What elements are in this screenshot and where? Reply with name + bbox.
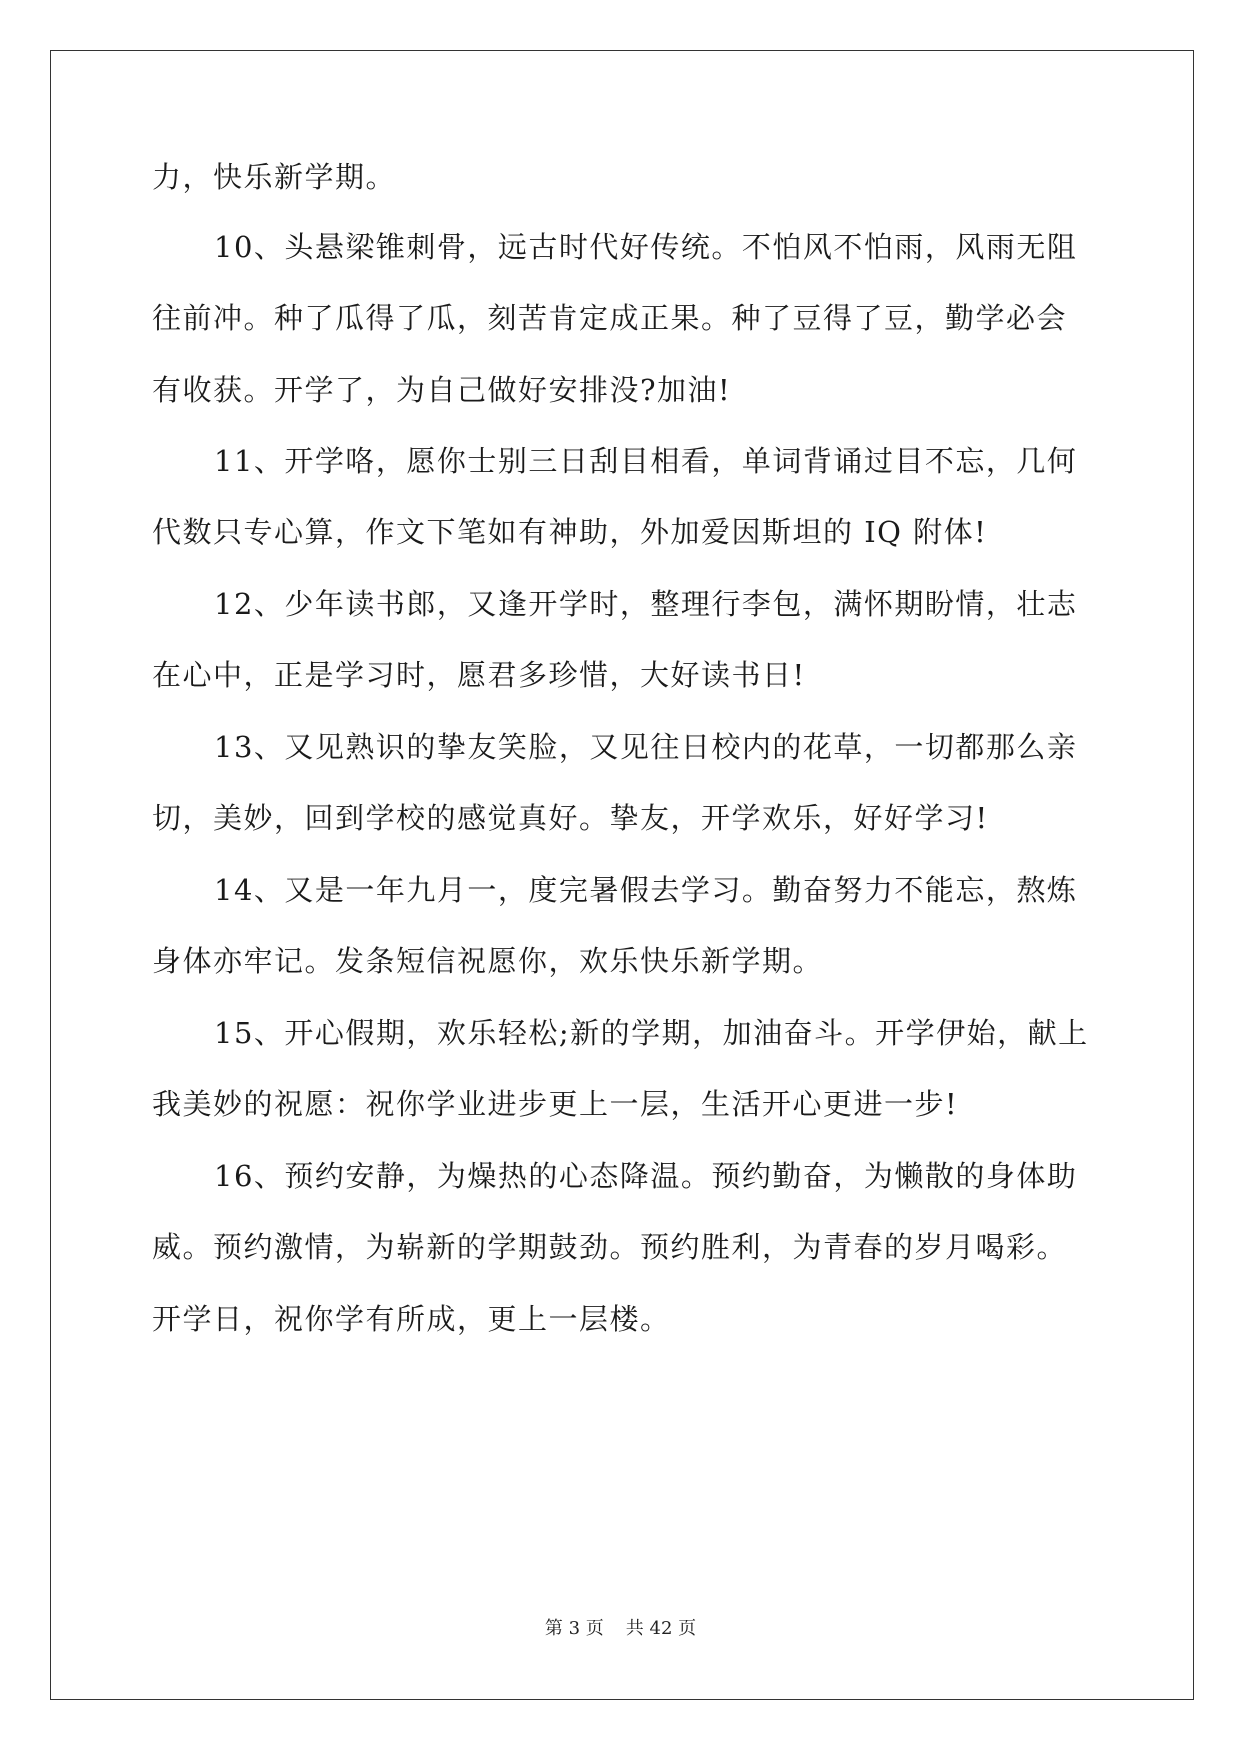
paragraph-10-line-3: 有收获。开学了，为自己做好安排没?加油! xyxy=(152,373,732,407)
paragraph-13-line-2: 切，美妙，回到学校的感觉真好。挚友，开学欢乐，好好学习! xyxy=(152,801,989,835)
paragraph-12-line-1: 12、少年读书郎，又逢开学时，整理行李包，满怀期盼情，壮志 xyxy=(214,587,1078,621)
paragraph-14-line-1: 14、又是一年九月一，度完暑假去学习。勤奋努力不能忘，熬炼 xyxy=(214,873,1078,907)
paragraph-16-line-2: 威。预约激情，为崭新的学期鼓劲。预约胜利，为青春的岁月喝彩。 xyxy=(152,1230,1068,1264)
paragraph-16-line-3: 开学日，祝你学有所成，更上一层楼。 xyxy=(152,1302,671,1336)
paragraph-15-line-1: 15、开心假期，欢乐轻松;新的学期，加油奋斗。开学伊始，献上 xyxy=(214,1016,1089,1050)
paragraph-11-line-1: 11、开学咯，愿你士别三日刮目相看，单词背诵过目不忘，几何 xyxy=(214,444,1078,478)
paragraph-11-line-2: 代数只专心算，作文下笔如有神助，外加爱因斯坦的 IQ 附体! xyxy=(152,515,988,549)
paragraph-13-line-1: 13、又见熟识的挚友笑脸，又见往日校内的花草，一切都那么亲 xyxy=(214,730,1078,764)
paragraph-10-line-2: 往前冲。种了瓜得了瓜，刻苦肯定成正果。种了豆得了豆，勤学必会 xyxy=(152,301,1068,335)
paragraph-14-line-2: 身体亦牢记。发条短信祝愿你，欢乐快乐新学期。 xyxy=(152,944,824,978)
page-number: 第 3 页 xyxy=(544,1618,604,1639)
paragraph-12-line-2: 在心中，正是学习时，愿君多珍惜，大好读书日! xyxy=(152,658,806,692)
page-footer xyxy=(0,1617,1241,1641)
paragraph-10-line-1: 10、头悬梁锥刺骨，远古时代好传统。不怕风不怕雨，风雨无阻 xyxy=(214,230,1078,264)
body-line: 力，快乐新学期。 xyxy=(152,160,397,194)
paragraph-16-line-1: 16、预约安静，为燥热的心态降温。预约勤奋，为懒散的身体助 xyxy=(214,1159,1078,1193)
paragraph-15-line-2: 我美妙的祝愿：祝你学业进步更上一层，生活开心更进一步! xyxy=(152,1087,959,1121)
page-total: 共 42 页 xyxy=(625,1618,697,1639)
